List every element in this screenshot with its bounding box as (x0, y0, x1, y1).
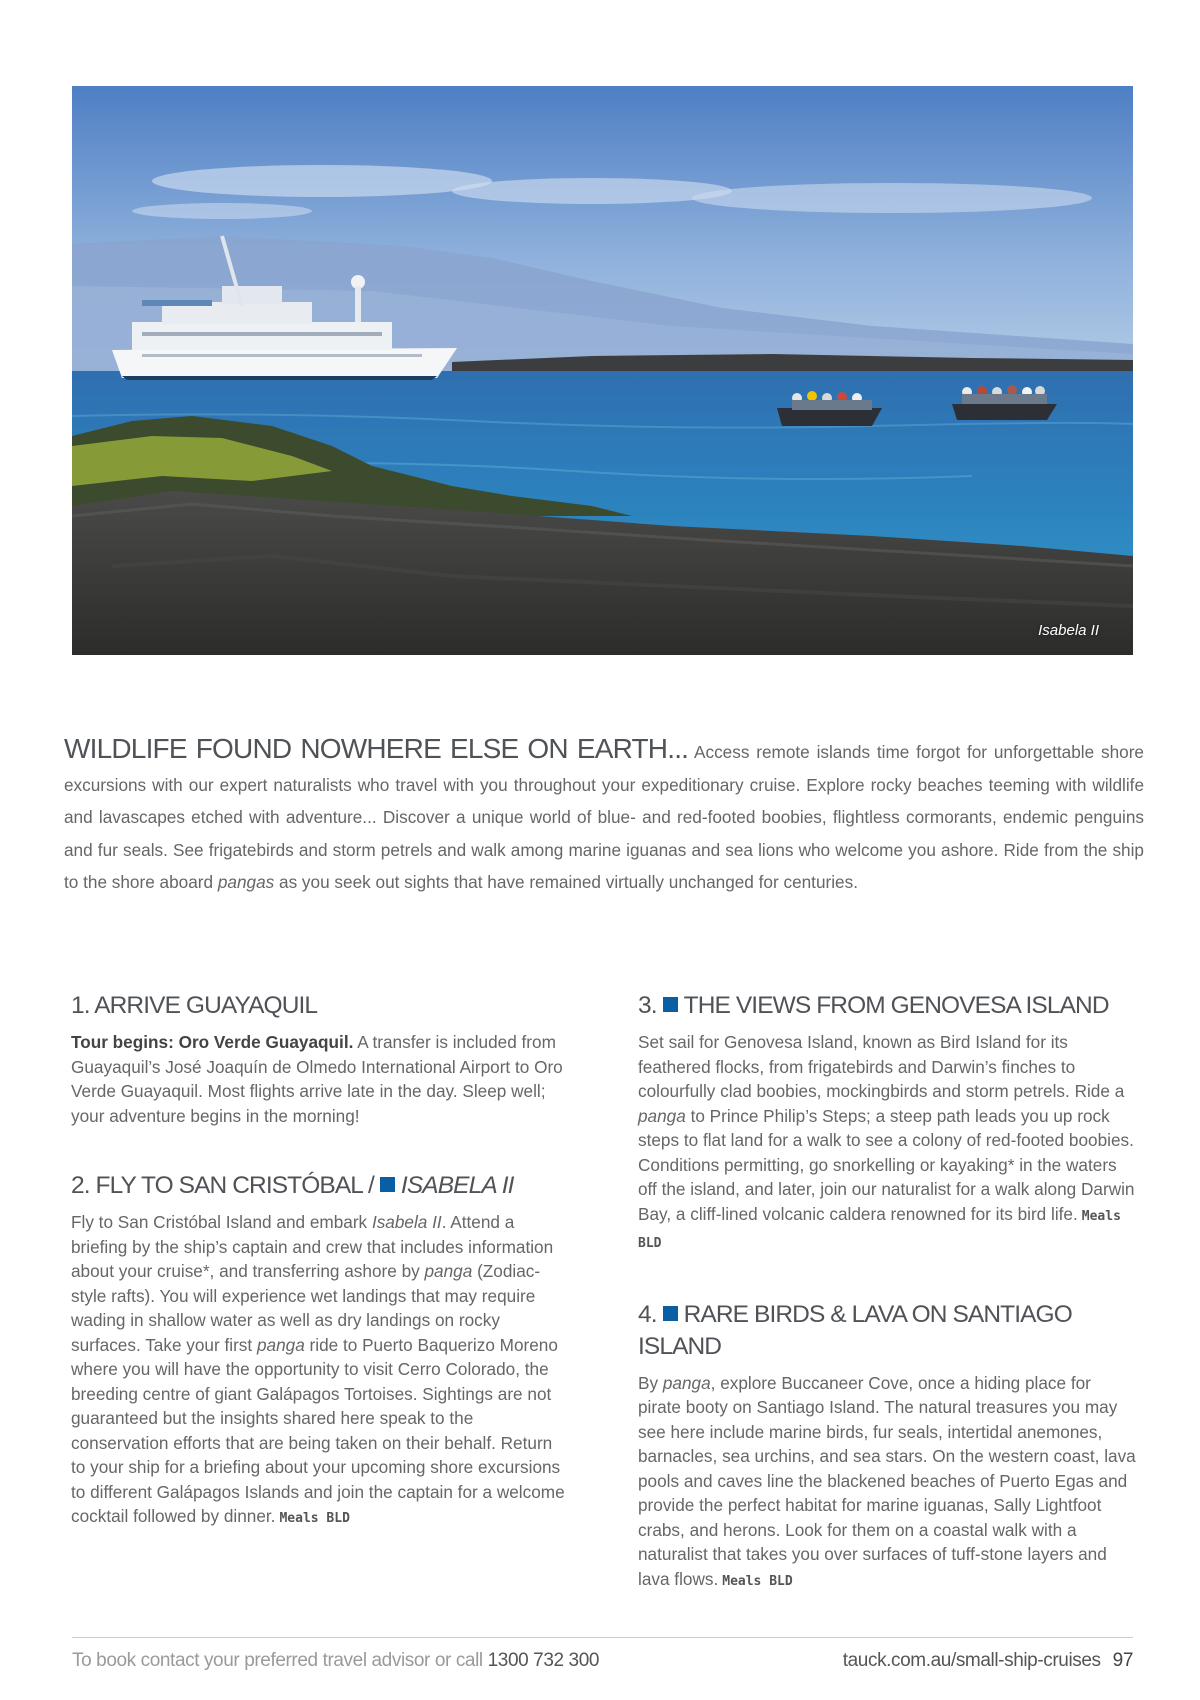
day-2-meals: Meals BLD (279, 1511, 350, 1526)
day-4 (638, 1299, 1138, 1595)
day-4-meals: Meals BLD (722, 1573, 793, 1589)
day-3-text-2: to Prince Philip’s Steps; a steep path leads you up rock steps to flat land for a walk to see a colony of red-footed boobies. Conditions permitting, go snorkelling or kayaking* in the waters off the island, and later, join our naturalist for a walk along Darwin Bay, a cliff-lined volcanic caldera renowned for its bird life. (638, 1105, 1135, 1224)
day-4-text (638, 1371, 1138, 1595)
day-3-meals: Meals BLD (638, 1208, 1121, 1251)
intro-italic-pangas: pangas (217, 872, 275, 892)
intro-text-2: as you seek out sights that have remained virtually unchanged for centuries. (274, 872, 858, 892)
day-4-text-1: By (638, 1372, 663, 1393)
ship-square-icon (663, 1306, 678, 1321)
day-2-text-3: (Zodiac-style rafts). You will experience wet landings that may require wading in shallow water as well as dry landings on rocky surfaces. Take your first (71, 1261, 541, 1355)
day-4-text-2: , explore Buccaneer Cove, once a hiding place for pirate booty on Santiago Island. The natural treasures you may see here include marine birds, fur seals, intertidal anemones, barnacles, sea urchins, and sea stars. On the western coast, lava pools and caves line the blackened beaches of Puerto Egas and provide the perfect habitat for marine iguanas, Sally Lightfoot crabs, and herons. Look for them on a coastal walk with a naturalist that takes you over surfaces of tuff-stone layers and lava flows. (638, 1372, 1136, 1589)
day-1 (71, 990, 571, 1128)
day-4-title (638, 1299, 1138, 1363)
day-2-text-2: . Attend a briefing by the ship’s captain and crew that includes information about your cruise*, and transferring ashore by (71, 1212, 554, 1281)
photo-caption: Isabela II (1038, 622, 1099, 639)
day-3-number: 3. (638, 992, 657, 1019)
day-1-body: A transfer is included from Guayaquil’s José Joaquín de Olmedo International Airport to Oro Verde Guayaquil. Most flights arrive late in the day. Sleep well; your adventure begins in the morning! (71, 1032, 563, 1126)
day-2-title-ship: ISABELA II (400, 1172, 514, 1199)
day-4-number: 4. (638, 1300, 657, 1328)
day-2 (71, 1170, 571, 1532)
day-2-text-1: Fly to San Cristóbal Island and embark (71, 1212, 372, 1232)
footer-phone[interactable]: 1300 732 300 (487, 1650, 600, 1671)
intro-paragraph (64, 733, 1144, 899)
day-4-italic-1: panga (662, 1372, 711, 1393)
itinerary-right-column (638, 990, 1138, 1636)
day-1-lead: Tour begins: Oro Verde Guayaquil. (71, 1032, 354, 1052)
intro-text-1: Access remote islands time forgot for unforgettable shore excursions with our expert naturalists who travel with you throughout your expeditionary cruise. Explore rocky beaches teeming with wildlife and lavascapes etched with adventure... Discover a unique world of blue- and red-footed boobies, flightless cormorants, endemic penguins and fur seals. See frigatebirds and storm petrels and walk among marine iguanas and sea lions who welcome you ashore. Ride from the ship to the shore aboard (64, 742, 1144, 892)
footer-site (843, 1650, 1133, 1672)
intro-headline: WILDLIFE FOUND NOWHERE ELSE ON EARTH... (64, 733, 689, 764)
day-1-text (71, 1030, 571, 1128)
day-3-title-text: THE VIEWS FROM GENOVESA ISLAND (683, 992, 1109, 1019)
day-2-italic-2: panga (424, 1261, 473, 1281)
day-2-italic-3: panga (256, 1334, 305, 1355)
day-2-title (71, 1170, 571, 1202)
footer-url[interactable]: tauck.com.au/small-ship-cruises (842, 1650, 1101, 1671)
day-4-title-text: RARE BIRDS & LAVA ON SANTIAGO ISLAND (638, 1300, 1072, 1360)
day-3-title (638, 990, 1138, 1022)
day-1-title: 1. ARRIVE GUAYAQUIL (71, 992, 318, 1019)
footer-divider (72, 1637, 1133, 1638)
day-3-text (638, 1030, 1138, 1257)
ship-landscape-image (72, 86, 1133, 655)
day-2-italic-1: Isabela II (371, 1212, 442, 1232)
day-2-text (71, 1210, 571, 1532)
footer-booking-text: To book contact your preferred travel advisor or call (72, 1650, 488, 1671)
day-2-text-4: ride to Puerto Baquerizo Moreno where you will have the opportunity to visit Cerro Colorado, the breeding centre of giant Galápagos Tortoises. Sightings are not guaranteed but the insights shared here speak to the conservation efforts that are being taken on their behalf. Return to your ship for a briefing about your upcoming shore excursions to different Galápagos Islands and join the captain for a welcome cocktail followed by dinner. (71, 1334, 565, 1526)
hero-photo (72, 86, 1133, 655)
day-3-italic-1: panga (638, 1105, 686, 1126)
page-number: 97 (1112, 1650, 1133, 1671)
ship-square-icon (663, 997, 678, 1012)
ship-square-icon (380, 1177, 395, 1192)
itinerary-left-column (71, 990, 571, 1574)
day-3-text-1: Set sail for Genovesa Island, known as Bird Island for its feathered flocks, from frigatebirds and Darwin’s finches to colourfully clad boobies, mockingbirds and storm petrels. Ride a (638, 1032, 1125, 1101)
day-3 (638, 990, 1138, 1257)
day-2-title-prefix: 2. FLY TO SAN CRISTÓBAL / (71, 1172, 374, 1199)
footer-booking (72, 1650, 599, 1672)
